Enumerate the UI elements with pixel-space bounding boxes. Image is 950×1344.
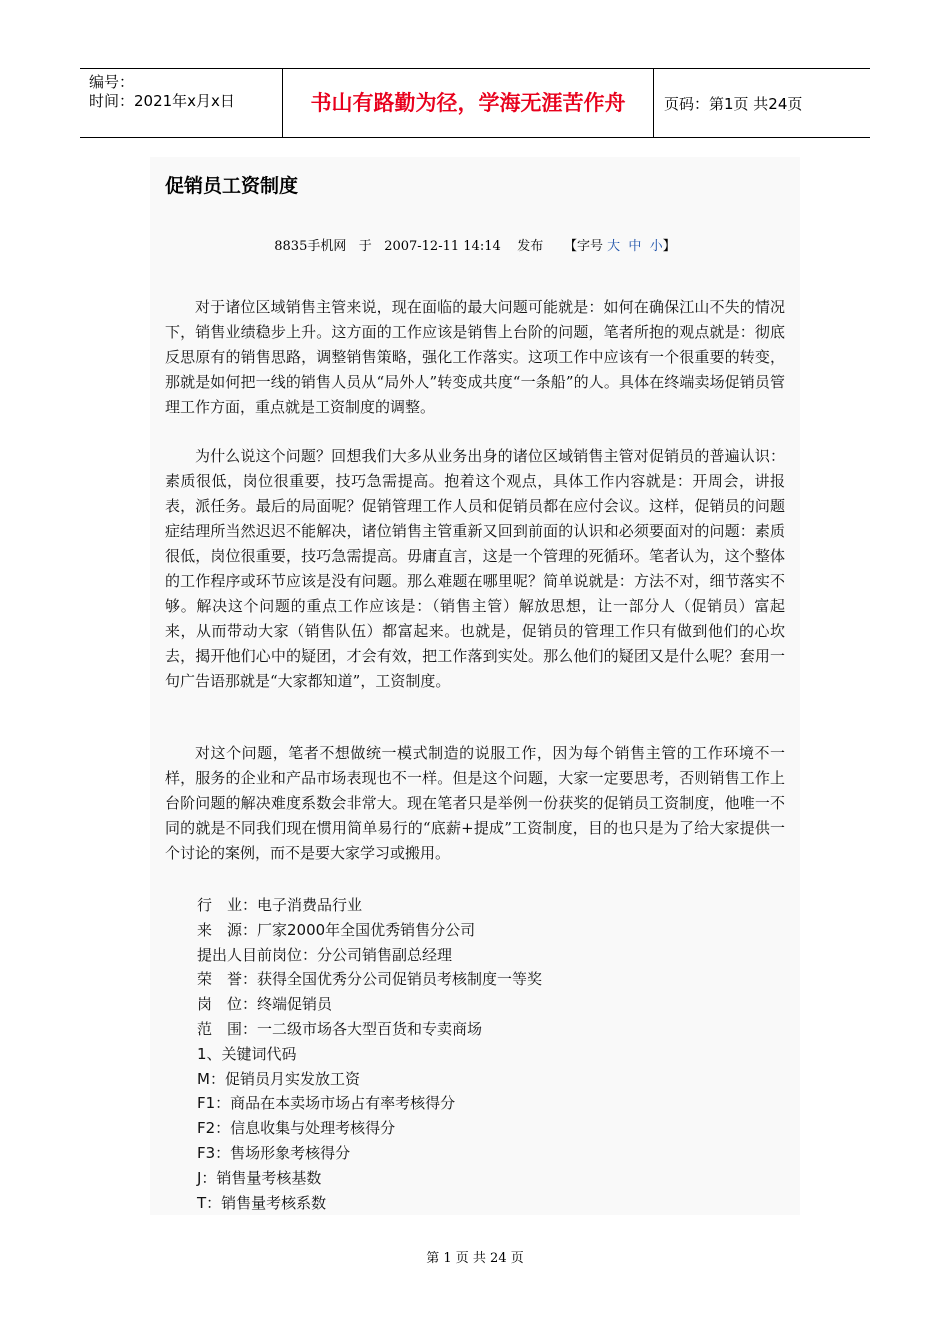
paragraph-3: 对这个问题，笔者不想做统一模式制造的说服工作，因为每个销售主管的工作环境不一样，服务的企业和产品市场表现也不一样。但是这个问题，大家一定要思考，否则销售工作上台阶问题的解决难度系数会非常大。现在笔者只是举例一份获奖的促销员工资制度，他唯一不同的就是不同我们现在惯用简单易行的“底薪+提成”工资制度，目的也只是为了给大家提供一个讨论的案例，而不是要大家学习或搬用。	[165, 744, 785, 862]
list-item: F2：信息收集与处理考核得分	[197, 1119, 396, 1138]
meta-source: 8835手机网	[274, 239, 347, 254]
list-item: 提出人目前岗位：分公司销售副总经理	[197, 945, 453, 964]
list-item: F3：售场形象考核得分	[197, 1143, 351, 1162]
meta-datetime: 2007-12-11 14:14	[384, 239, 501, 254]
meta-font-close: 】	[662, 239, 676, 254]
list-item: J：销售量考核基数	[197, 1168, 322, 1187]
list-item: F1：商品在本卖场市场占有率考核得分	[197, 1094, 456, 1113]
font-size-medium-link[interactable]: 中	[628, 239, 642, 254]
article-meta	[150, 235, 800, 254]
list-item: 荣 誉：获得全国优秀分公司促销员考核制度一等奖	[197, 970, 543, 989]
list-item: 1、关键词代码	[197, 1044, 297, 1063]
article-panel	[150, 157, 800, 1215]
list-item: 来 源：厂家2000年全国优秀销售分公司	[197, 920, 476, 939]
header-info-cell	[80, 69, 283, 137]
font-size-small-link[interactable]: 小	[649, 239, 663, 254]
font-size-large-link[interactable]: 大	[607, 239, 621, 254]
list-item: T：销售量考核系数	[197, 1193, 327, 1212]
header-motto: 书山有路勤为径，学海无涯苦作舟	[283, 69, 654, 137]
header-page-info: 页码：第1页 共24页	[664, 95, 803, 113]
number-label: 编号：	[89, 73, 135, 91]
paragraph-2: 为什么说这个问题？回想我们大多从业务出身的诸位区域销售主管对促销员的普遍认识：素质很低，岗位很重要，技巧急需提高。抱着这个观点，具体工作内容就是：开周会，讲报表，派任务。最后的局面呢？促销管理工作人员和促销员都在应付会议。这样，促销员的问题症结理所当然迟迟不能解决，诸位销售主管重新又回到前面的认识和必须要面对的问题：素质很低，岗位很重要，技巧急需提高。毋庸直言，这是一个管理的死循环。笔者认为，这个整体的工作程序或环节应该是没有问题。那么难题在哪里呢？简单说就是：方法不对，细节落实不够。解决这个问题的重点工作应该是：（销售主管）解放思想，让一部分人（促销员）富起来，从而带动大家（销售队伍）都富起来。也就是，促销员的管理工作只有做到他们的心坎去，揭开他们心中的疑团，才会有效，把工作落到实处。那么他们的疑团又是什么呢？套用一句广告语那就是“大家都知道”，工资制度。	[165, 447, 785, 690]
article-title: 促销员工资制度	[165, 175, 299, 197]
list-item: 岗 位：终端促销员	[197, 995, 333, 1014]
paragraph-1: 对于诸位区域销售主管来说，现在面临的最大问题可能就是：如何在确保江山不失的情况下，销售业绩稳步上升。这方面的工作应该是销售上台阶的问题，笔者所抱的观点就是：彻底反思原有的销售思路，调整销售策略，强化工作落实。这项工作中应该有一个很重要的转变，那就是如何把一线的销售人员从“局外人”转变成共度“一条船”的人。具体在终端卖场促销员管理工作方面，重点就是工资制度的调整。	[165, 298, 785, 416]
info-list	[197, 893, 542, 1215]
list-item: 行 业：电子消费品行业	[197, 896, 363, 914]
page-header	[80, 68, 870, 138]
list-item: 范 围：一二级市场各大型百货和专卖商场	[197, 1019, 483, 1038]
meta-font-open: 【字号	[563, 239, 603, 254]
meta-publish: 发布	[517, 239, 544, 254]
list-item: M：促销员月实发放工资	[197, 1069, 360, 1088]
page-footer: 第 1 页 共 24 页	[426, 1251, 524, 1266]
date-label: 时间：2021年x月x日	[89, 92, 235, 110]
meta-at: 于	[358, 239, 372, 254]
